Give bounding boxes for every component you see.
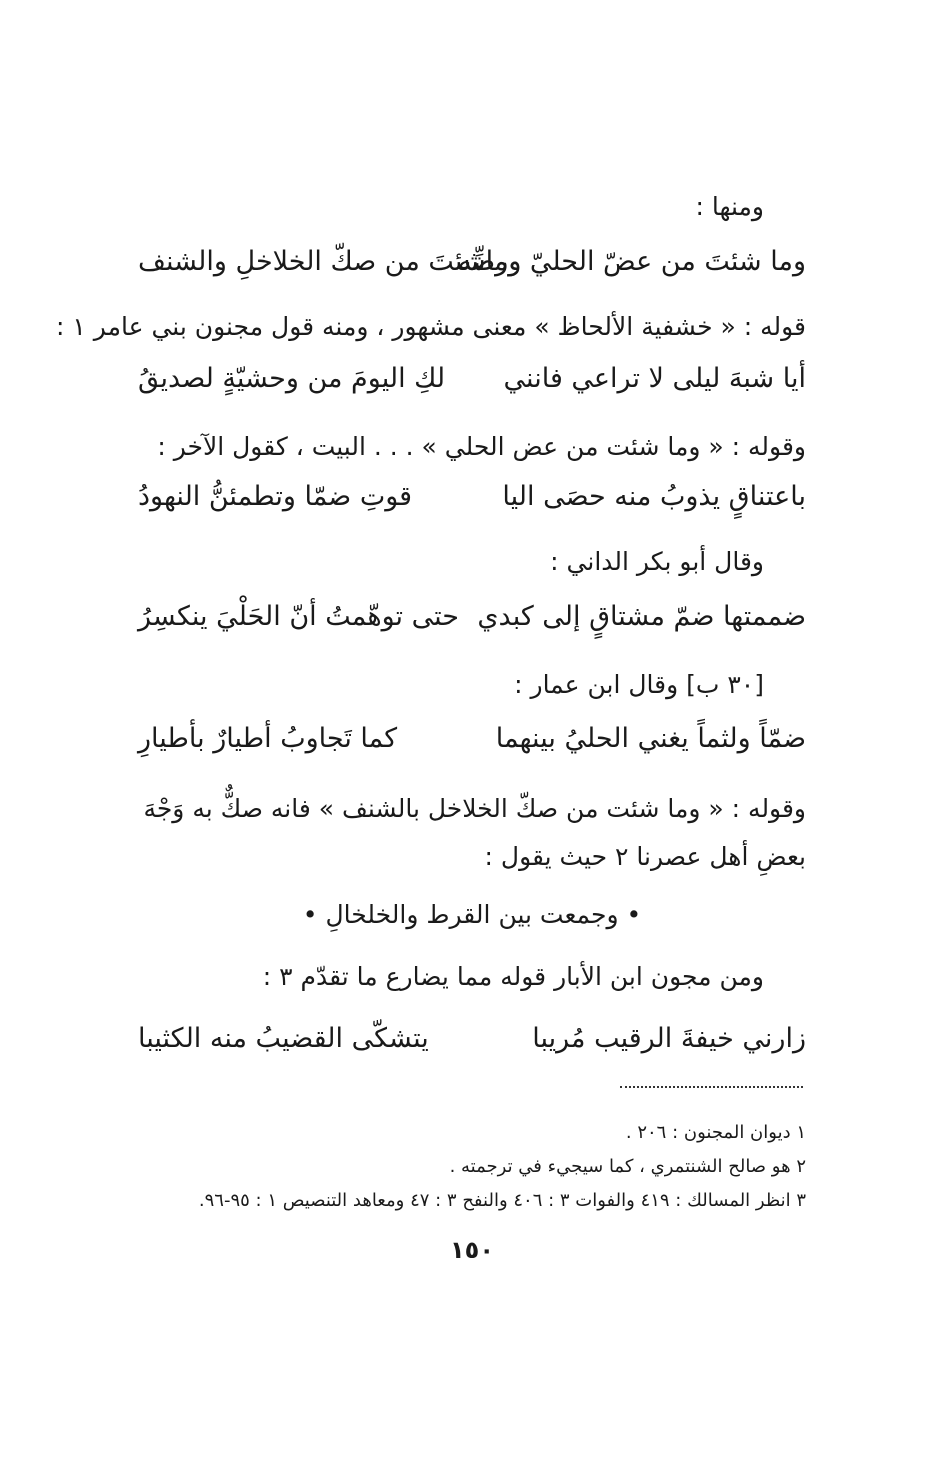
verse-first-hemistich: ضممتها ضمّ مشتاقٍ إلى كبدي bbox=[477, 601, 806, 632]
prose-line: وقوله : « وما شئت من صكّ الخلاخل بالشنف » فانه صكٌّ به وَجْهَ bbox=[143, 794, 806, 823]
verse-first-hemistich: زارني خيفةَ الرقيب مُريبا bbox=[532, 1023, 806, 1054]
verse-first-hemistich: ضمّاً ولثماً يغني الحليُ بينهما bbox=[495, 723, 806, 754]
verse-second-hemistich: قوتِ ضمّا وتطمئنُّ النهودُ bbox=[138, 481, 413, 512]
prose-line: وقوله : « وما شئت من عض الحلي » . . . البيت ، كقول الآخر : bbox=[157, 432, 806, 461]
footnote: ١ ديوان المجنون : ٢٠٦ . bbox=[625, 1122, 806, 1143]
prose-line: بعضِ أهل عصرنا ٢ حيث يقول : bbox=[484, 842, 806, 871]
verse-second-hemistich: لكِ اليومَ من وحشيّةٍ لصديقُ bbox=[138, 363, 446, 394]
verse-first-hemistich: وما شئتَ من عضّ الحليّ ورضِّه bbox=[457, 246, 806, 277]
verse-second-hemistich: كما تَجاوبُ أطيارٌ بأطيارِ bbox=[138, 723, 398, 754]
page-number: ١٥٠ bbox=[450, 1236, 494, 1264]
verse-second-hemistich: يتشكّى القضيبُ منه الكثيبا bbox=[138, 1023, 429, 1054]
prose-line: [٣٠ ب] وقال ابن عمار : bbox=[514, 670, 764, 699]
verse-second-hemistich: حتى توهّمتُ أنّ الحَلْيَ ينكسِرُ bbox=[138, 601, 459, 632]
quoted-hemistich: • وجمعت بين القرط والخلخالِ • bbox=[302, 900, 642, 929]
verse-first-hemistich: باعتناقٍ يذوبُ منه حصَى اليا bbox=[502, 481, 806, 512]
verse-first-hemistich: أيا شبهَ ليلى لا تراعي فانني bbox=[503, 363, 806, 394]
prose-line: وقال أبو بكر الداني : bbox=[550, 547, 764, 576]
prose-line: ومنها : bbox=[695, 192, 764, 221]
footnote: ٣ انظر المسالك : ٤١٩ والفوات ٣ : ٤٠٦ والنفح ٣ : ٤٧ ومعاهد التنصيص ١ : ٩٥-٩٦. bbox=[198, 1190, 806, 1211]
verse-second-hemistich: وماشئتَ من صكّ الخلاخلِ والشنف bbox=[138, 246, 522, 277]
prose-line: قوله : « خشفية الألحاظ » معنى مشهور ، ومنه قول مجنون بني عامر ١ : bbox=[56, 312, 806, 341]
prose-line: ومن مجون ابن الأبار قوله مما يضارع ما تقدّم ٣ : bbox=[262, 962, 764, 991]
footnote-divider bbox=[620, 1086, 803, 1088]
footnote: ٢ هو صالح الشنتمري ، كما سيجيء في ترجمته . bbox=[449, 1156, 806, 1177]
